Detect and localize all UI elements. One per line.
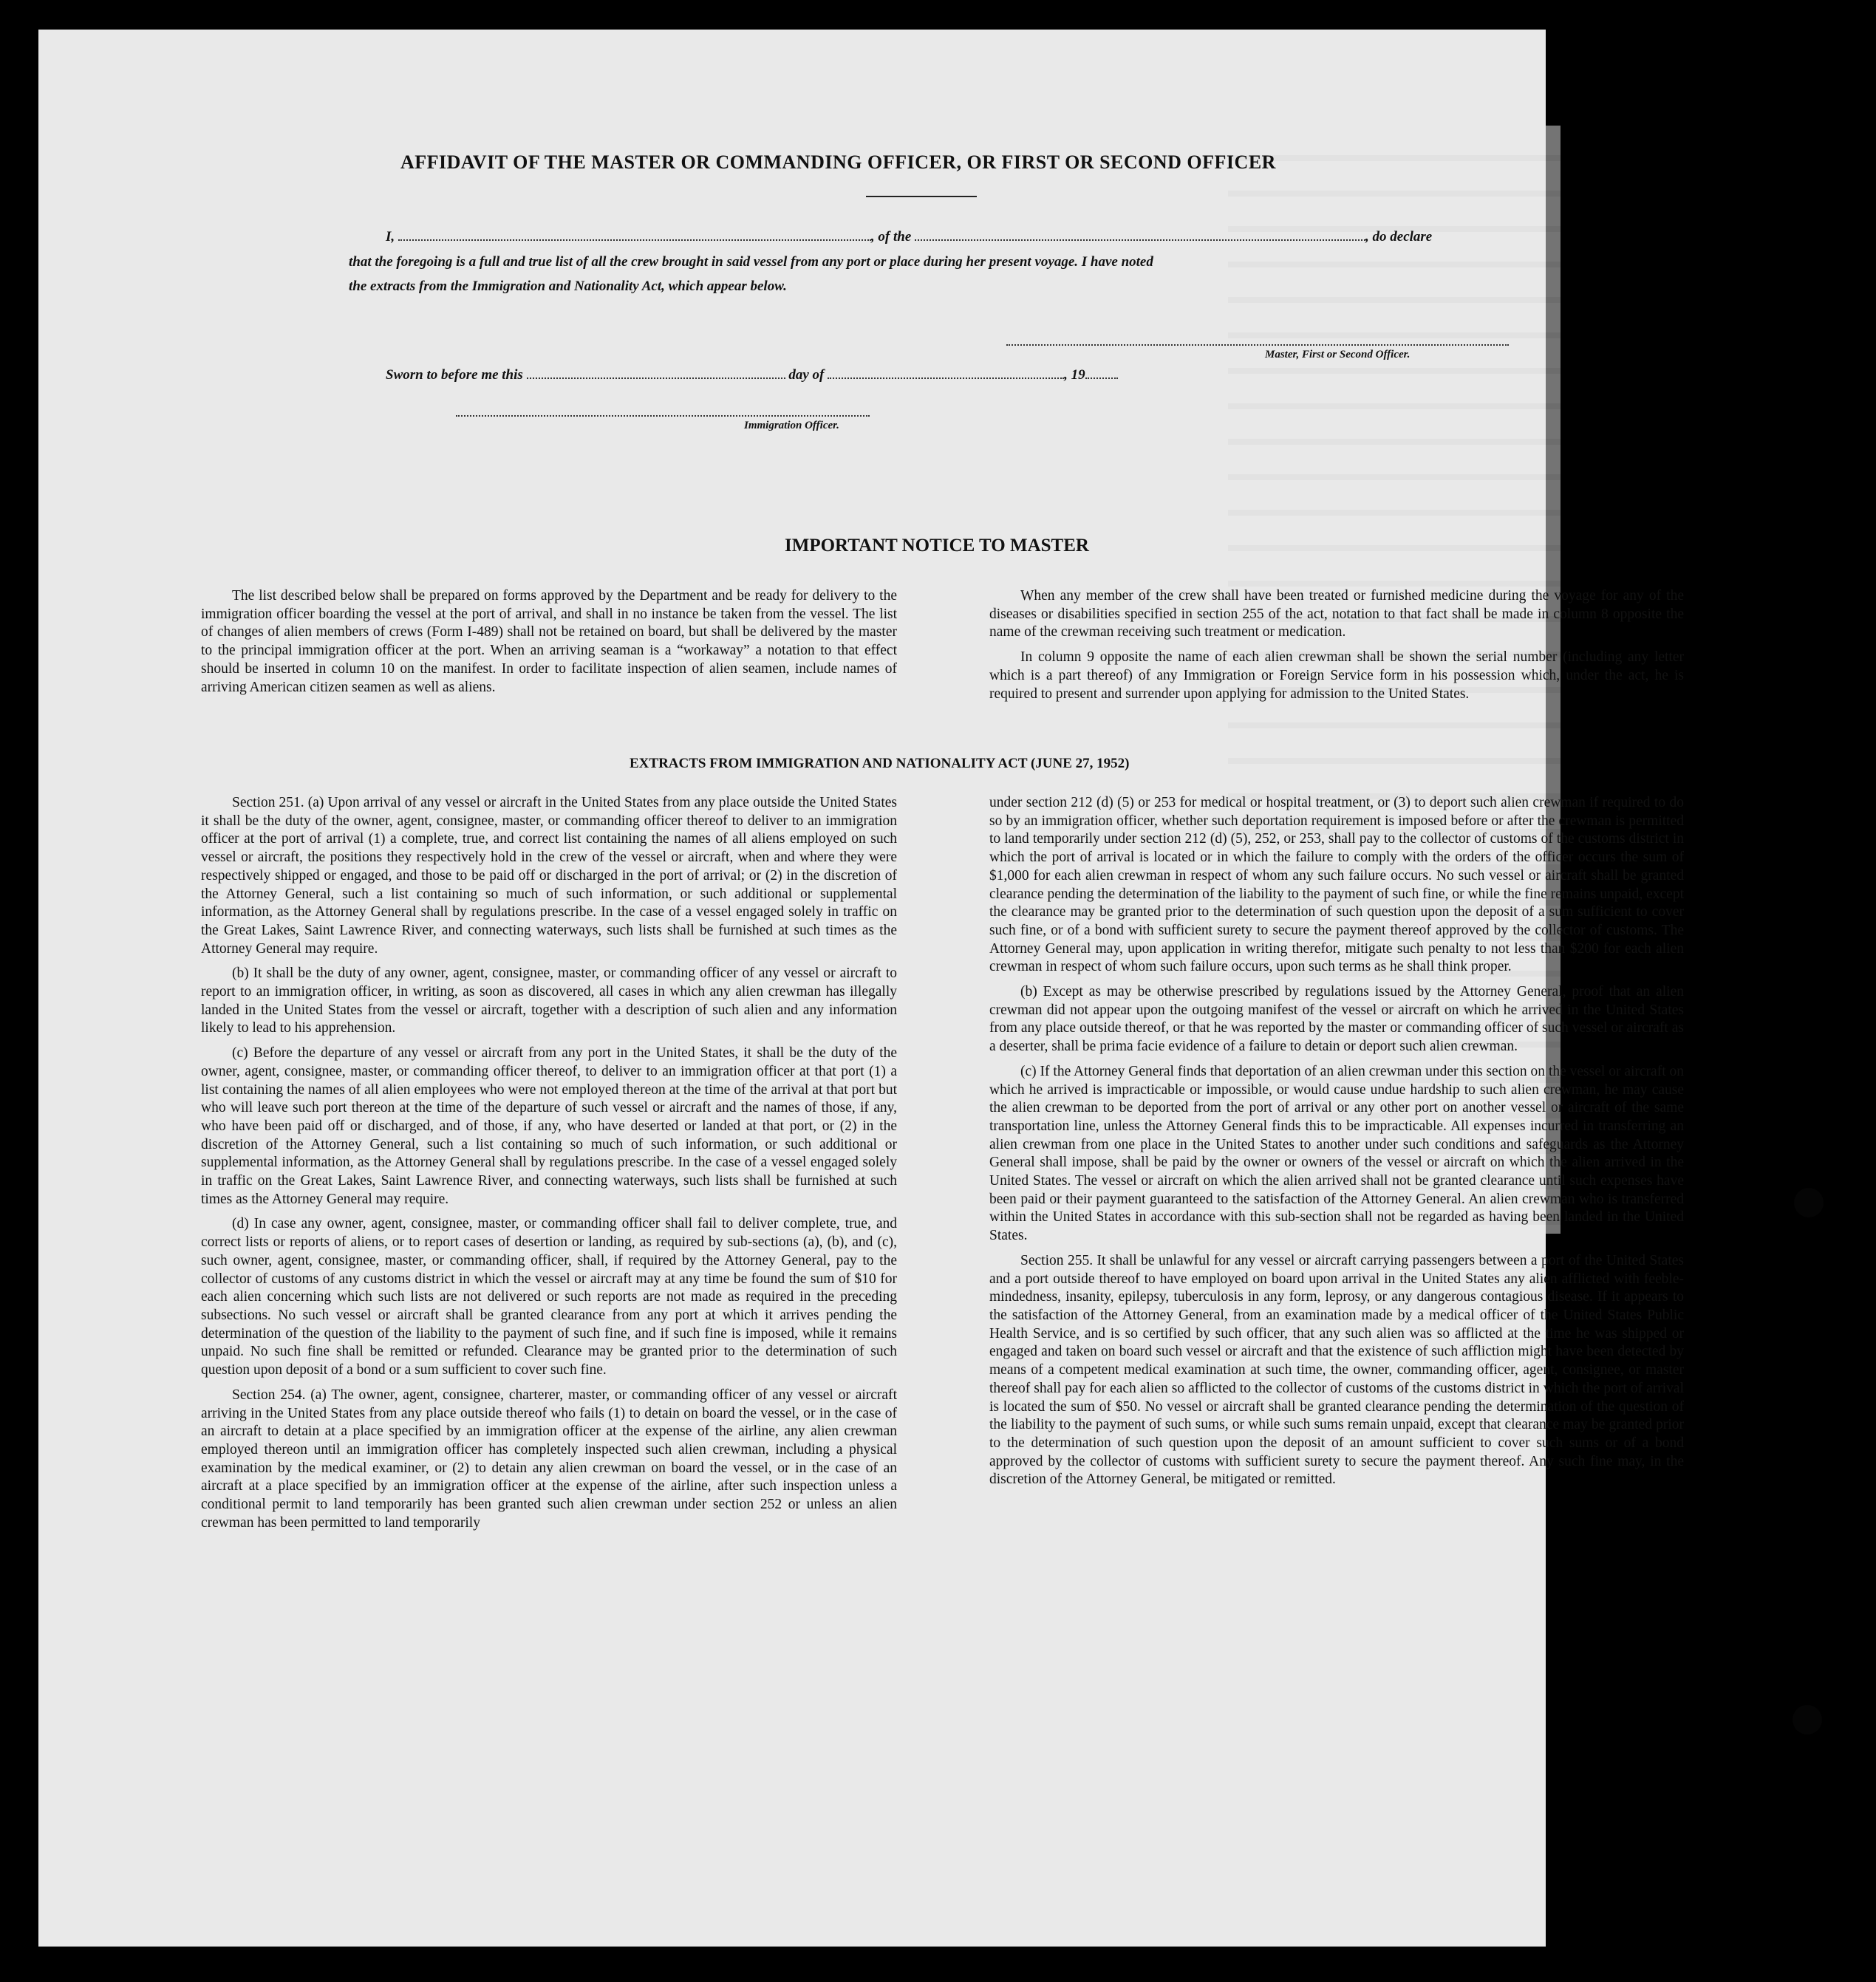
sworn-prefix: Sworn to before me this — [386, 367, 523, 383]
sworn-year: , 19 — [1064, 367, 1085, 383]
name-blank[interactable] — [398, 239, 871, 241]
title-underline — [866, 196, 977, 197]
sworn-day-of: day of — [788, 367, 825, 383]
vessel-blank[interactable] — [915, 239, 1365, 241]
extracts-right-column — [989, 794, 1684, 1496]
declare-of-the: , of the — [870, 229, 912, 245]
section-254-b: (b) Except as may be otherwise prescribed by regulations issued by the Attorney General, proof that an alien crewman did not appear upon the outgoing manifest of the vessel or aircraft on which he arrived in the United States from any place outside thereof, or that he was reported by the master or commanding officer of such vessel or aircraft as a deserter, shall be prima facie evidence of a failure to detain or deport such alien crewman. — [989, 984, 1684, 1055]
extracts-left-column — [201, 794, 897, 1539]
section-251-c: (c) Before the departure of any vessel or aircraft from any port in the United States, it shall be the duty of the owner, agent, consignee, master, or commanding officer thereof, to deliver to an immigration officer at that port (1) a list containing the names of all alien employees who were not employed thereon at the time of the arrival at that port but who will leave such port thereon at the time of the departure of such vessel or aircraft and the names of those, if any, who have been paid off or discharged, and of those, if any, who have deserted or landed at that port, or (2) in the discretion of the Attorney General, such a list containing so much of such information, or such additional or supplemental information, as the Attorney General shall by regulations prescribe. In the case of a vessel engaged solely in traffic on the Great Lakes, Saint Lawrence River, and connecting waterways, such lists shall be furnished at such times as the Attorney General may require. — [201, 1045, 897, 1207]
section-251-a: Section 251. (a) Upon arrival of any vessel or aircraft in the United States from any place outside the United States it shall be the duty of the owner, agent, consignee, master, or commanding officer thereof to deliver to an immigration officer at the port of arrival (1) a complete, true, and correct list containing the names of all aliens employed on such vessel or aircraft, the positions they respectively hold in the crew of the vessel or aircraft, when and where they were respectively shipped or engaged, and those to be paid off or discharged in the port of arrival; or (2) in the discretion of the Attorney General, such a list containing so much of such information, or such additional or supplemental information, as the Attorney General shall by regulations prescribe. In the case of a vessel engaged solely in traffic on the Great Lakes, Saint Lawrence River, and connecting waterways, such lists shall be furnished at such times as the Attorney General may require. — [201, 795, 897, 957]
document-page — [38, 30, 1684, 1947]
section-251-b: (b) It shall be the duty of any owner, agent, consignee, master, or commanding officer of any vessel or aircraft to report to an immigration officer, in writing, as soon as discovered, all cases in which any alien crewman has illegally landed in the United States from the vessel or aircraft, together with a description of such alien and any information likely to lead to his apprehension. — [201, 966, 897, 1036]
declare-end: , do declare — [1365, 229, 1433, 245]
officer-signature-line[interactable] — [456, 415, 870, 417]
sworn-month-blank[interactable] — [828, 377, 1064, 379]
notice-right-paragraph-2: In column 9 opposite the name of each alien crewman shall be shown the serial number (including any letter which is a part thereof) of any Immigration or Foreign Service form in his possession which, under the act, he is required to present and surrender upon applying for admission to the United States. — [989, 649, 1684, 702]
section-254-a-continued: under section 212 (d) (5) or 253 for medical or hospital treatment, or (3) to deport such alien crewman if required to do so by an immigration officer, whether such deportation requirement is imposed before or after the crewman is permitted to land temporarily under section 212 (d) (5), 252, or 253, shall pay to the collector of customs of the customs district in which the port of arrival is located or in which the failure to comply with the orders of the officer occurs the sum of $1,000 for each alien crewman in respect of whom any such failure occurs. No such vessel or aircraft shall be granted clearance pending the determination of the liability to the payment of such fine, or while the fine remains unpaid, except the clearance may be granted prior to the determination of such question upon the deposit of a sum sufficient to cover such fine, or of a bond with sufficient surety to secure the payment thereof approved by the collector of customs. The Attorney General may, upon application in writing therefor, mitigate such penalty to not less than $200 for each alien crewman in respect of whom such failure occurs, upon such terms as he shall think proper. — [989, 795, 1684, 975]
officer-signature-label: Immigration Officer. — [744, 420, 839, 431]
notice-right-column — [989, 587, 1684, 710]
master-signature-label: Master, First or Second Officer. — [1265, 349, 1411, 360]
sworn-line — [386, 367, 1118, 383]
section-255: Section 255. It shall be unlawful for any vessel or aircraft carrying passengers between a port of the United States and a port outside thereof to have employed on board upon arrival in the United States any alien afflicted with feeble-mindedness, insanity, epilepsy, tuberculosis in any form, leprosy, or any dangerous contagious disease. If it appears to the satisfaction of the Attorney General, from an examination made by a medical officer of the United States Public Health Service, and is so certified by such officer, that any such alien was so afflicted at the time he was shipped or engaged and taken on board such vessel or aircraft and that the existence of such affliction might have been detected by means of a competent medical examination at such time, the owner, commanding officer, agent, consignee, or master thereof shall pay for each alien so afflicted to the collector of customs of the customs district in which the port of arrival is located the sum of $50. No vessel or aircraft shall be granted clearance pending the determination of the question of the liability to the payment of such sums, or while such sums remain unpaid, except that clearance may be granted prior to the determination of such question upon the deposit of an amount sufficient to cover such sums or of a bond approved by the collector of customs with sufficient surety to secure the payment thereof. Any such fine may, in the discretion of the Attorney General, be mitigated or remitted. — [989, 1252, 1684, 1488]
section-251-d: (d) In case any owner, agent, consignee, master, or commanding officer shall fail to deliver complete, true, and correct lists or reports of aliens, or to report cases of desertion or landing, as required by sub-sections (a), (b), and (c), such owner, agent, consignee, master, or commanding officer, shall, if required by the Attorney General, pay to the collector of customs of any customs district in which the vessel or aircraft may at any time be found the sum of $10 for each alien concerning which such lists are not delivered or such reports are not made as required in the preceding subsections. No such vessel or aircraft shall be granted clearance from any port at which it arrives pending the determination of the question of the liability to the payment of such fine, and if such fine is imposed, while it remains unpaid. No such fine shall be remitted or refunded. Clearance may be granted prior to the determination of such question upon deposit of a bond or a sum sufficient to cover such fine. — [201, 1216, 897, 1378]
punch-hole-lower — [1793, 1705, 1822, 1735]
section-254-a: Section 254. (a) The owner, agent, consignee, charterer, master, or commanding officer of any vessel or aircraft arriving in the United States from any place outside thereof who fails (1) to detain on board the vessel, or in the case of an aircraft to detain at a place specified by an immigration officer at the expense of the airline, any alien crewman employed thereon until an immigration officer has completely inspected such alien crewman, including a physical examination by the medical examiner, or (2) to detain any alien crewman on board the vessel, or in the case of an aircraft at a place specified by an immigration officer at the expense of the airline, after such inspection unless a conditional permit to land temporarily has been granted such alien crewman under section 252 or unless an alien crewman has been permitted to land temporarily — [201, 1387, 897, 1531]
notice-title: IMPORTANT NOTICE TO MASTER — [785, 536, 1089, 556]
extracts-title: EXTRACTS FROM IMMIGRATION AND NATIONALITY ACT (JUNE 27, 1952) — [630, 756, 1130, 771]
declaration-line-3: the extracts from the Immigration and Nationality Act, which appear below. — [349, 278, 787, 294]
master-signature-line[interactable] — [1006, 344, 1509, 346]
section-254-c: (c) If the Attorney General finds that deportation of an alien crewman under this section on the vessel or aircraft on which he arrived is impracticable or impossible, or would cause undue hardship to such alien crewman, he may cause the alien crewman to be deported from the port of arrival or any other port on another vessel or aircraft of the same transportation line, unless the Attorney General finds this to be impracticable. All expenses incurred in transferring an alien crewman from one place in the United States to another under such conditions and safeguards as the Attorney General shall impose, shall be paid by the owner or owners of the vessel or aircraft on which the alien arrived in the United States. The vessel or aircraft on which the alien arrived shall not be granted clearance until such expenses have been paid or their payment guaranteed to the satisfaction of the Attorney General. An alien crewman who is transferred within the United States in accordance with this sub-section shall not be regarded as having been landed in the United States. — [989, 1063, 1684, 1244]
affidavit-title: AFFIDAVIT OF THE MASTER OR COMMANDING OFFICER, OR FIRST OR SECOND OFFICER — [400, 151, 1276, 173]
notice-left-column — [201, 587, 897, 703]
declaration-line-2: that the foregoing is a full and true list of all the crew brought in said vessel from any port or place during her present voyage. I have noted — [349, 254, 1153, 270]
punch-hole-upper — [1794, 1188, 1824, 1217]
declaration-line-1 — [386, 229, 1432, 245]
notice-left-paragraph: The list described below shall be prepared on forms approved by the Department and be ready for delivery to the immigration officer boarding the vessel at the port of arrival, and shall in no instance be taken from the vessel. The list of changes of alien members of crews (Form I-489) shall not be retained on board, but shall be delivered by the master to the principal immigration officer at the port. When an arriving seaman is a “workaway” a notation to that effect should be inserted in column 10 on the manifest. In order to facilitate inspection of alien seamen, include names of arriving American citizen seamen as well as aliens. — [201, 588, 897, 695]
sworn-year-blank[interactable] — [1085, 377, 1118, 379]
sworn-day-blank[interactable] — [527, 377, 785, 379]
declare-i: I, — [386, 229, 395, 245]
notice-right-paragraph-1: When any member of the crew shall have been treated or furnished medicine during the voyage for any of the diseases or disabilities specified in section 255 of the act, notation to that fact shall be made in column 8 opposite the name of the crewman receiving such treatment or medication. — [989, 588, 1684, 640]
